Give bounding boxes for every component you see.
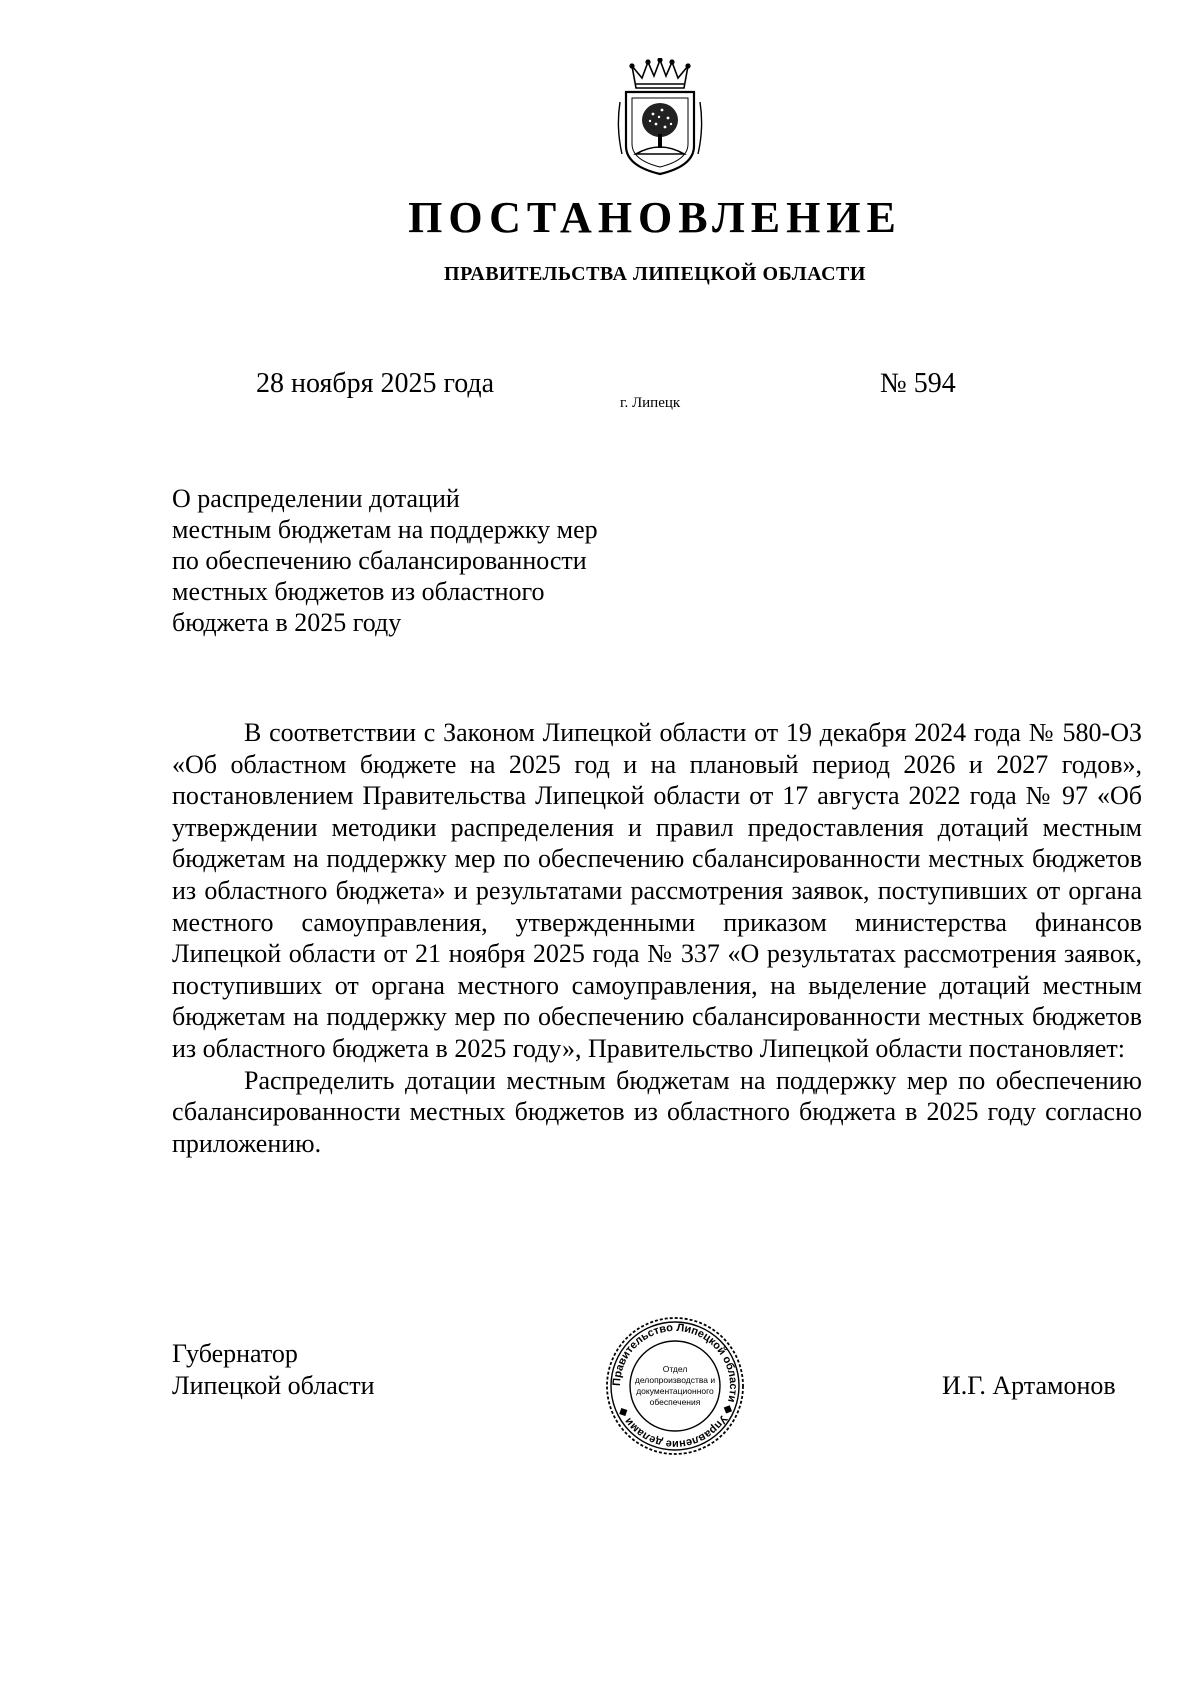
signatory-position: [172, 1338, 375, 1402]
document-body: [172, 717, 1142, 1159]
stamp-inner-line: делопроизводства и: [634, 1375, 716, 1385]
document-city: г. Липецк: [620, 395, 681, 411]
subject-line: по обеспечению сбалансированности: [172, 546, 587, 575]
signatory-position-line: Липецкой области: [172, 1371, 375, 1400]
stamp-outer-text: Правительство Липецкой области ◆ Управление делами ◆: [610, 1321, 740, 1451]
stamp-inner-line: документационного: [636, 1386, 714, 1396]
document-number: № 594: [880, 368, 956, 399]
signatory-position-line: Губернатор: [172, 1339, 298, 1368]
subject-line: местным бюджетам на поддержку мер: [172, 515, 598, 544]
document-title: ПОСТАНОВЛЕНИЕ: [408, 193, 902, 242]
subject-line: местных бюджетов из областного: [172, 577, 545, 606]
official-seal-stamp: [605, 1316, 745, 1456]
signatory-name: И.Г. Артамонов: [942, 1371, 1116, 1400]
stamp-inner-line: Отдел: [662, 1364, 688, 1374]
subject-line: бюджета в 2025 году: [172, 608, 402, 637]
subject-line: О распределении дотаций: [172, 484, 460, 513]
document-subject: [172, 483, 692, 638]
document-issuer: ПРАВИТЕЛЬСТВА ЛИПЕЦКОЙ ОБЛАСТИ: [444, 263, 866, 285]
body-paragraph: Распределить дотации местным бюджетам на поддержку мер по обеспечению сбалансированности местных бюджетов из областного бюджета в 2025 году согласно приложению.: [172, 1065, 1142, 1158]
stamp-inner-line: обеспечения: [649, 1397, 701, 1407]
document-date: 28 ноября 2025 года: [256, 368, 495, 399]
body-paragraph: В соответствии с Законом Липецкой области от 19 декабря 2024 года № 580-ОЗ «Об областном бюджете на 2025 год и на плановый период 2026 и 2027 годов», постановлением Правительства Липецкой области от 17 августа 2022 года № 97 «Об утверждении методики распределения и правил предоставления дотаций местным бюджетам на поддержку мер по обеспечению сбалансированности местных бюджетов из областного бюджета» и результатами рассмотрения заявок, поступивших от органа местного самоуправления, утвержденными приказом министерства финансов Липецкой области от 21 ноября 2025 года № 337 «О результатах рассмотрения заявок, поступивших от органа местного самоуправления, на выделение дотаций местным бюджетам на поддержку мер по обеспечению сбалансированности местных бюджетов из областного бюджета в 2025 году», Правительство Липецкой области постановляет:: [172, 718, 1142, 1063]
coat-of-arms-icon: [612, 58, 708, 180]
